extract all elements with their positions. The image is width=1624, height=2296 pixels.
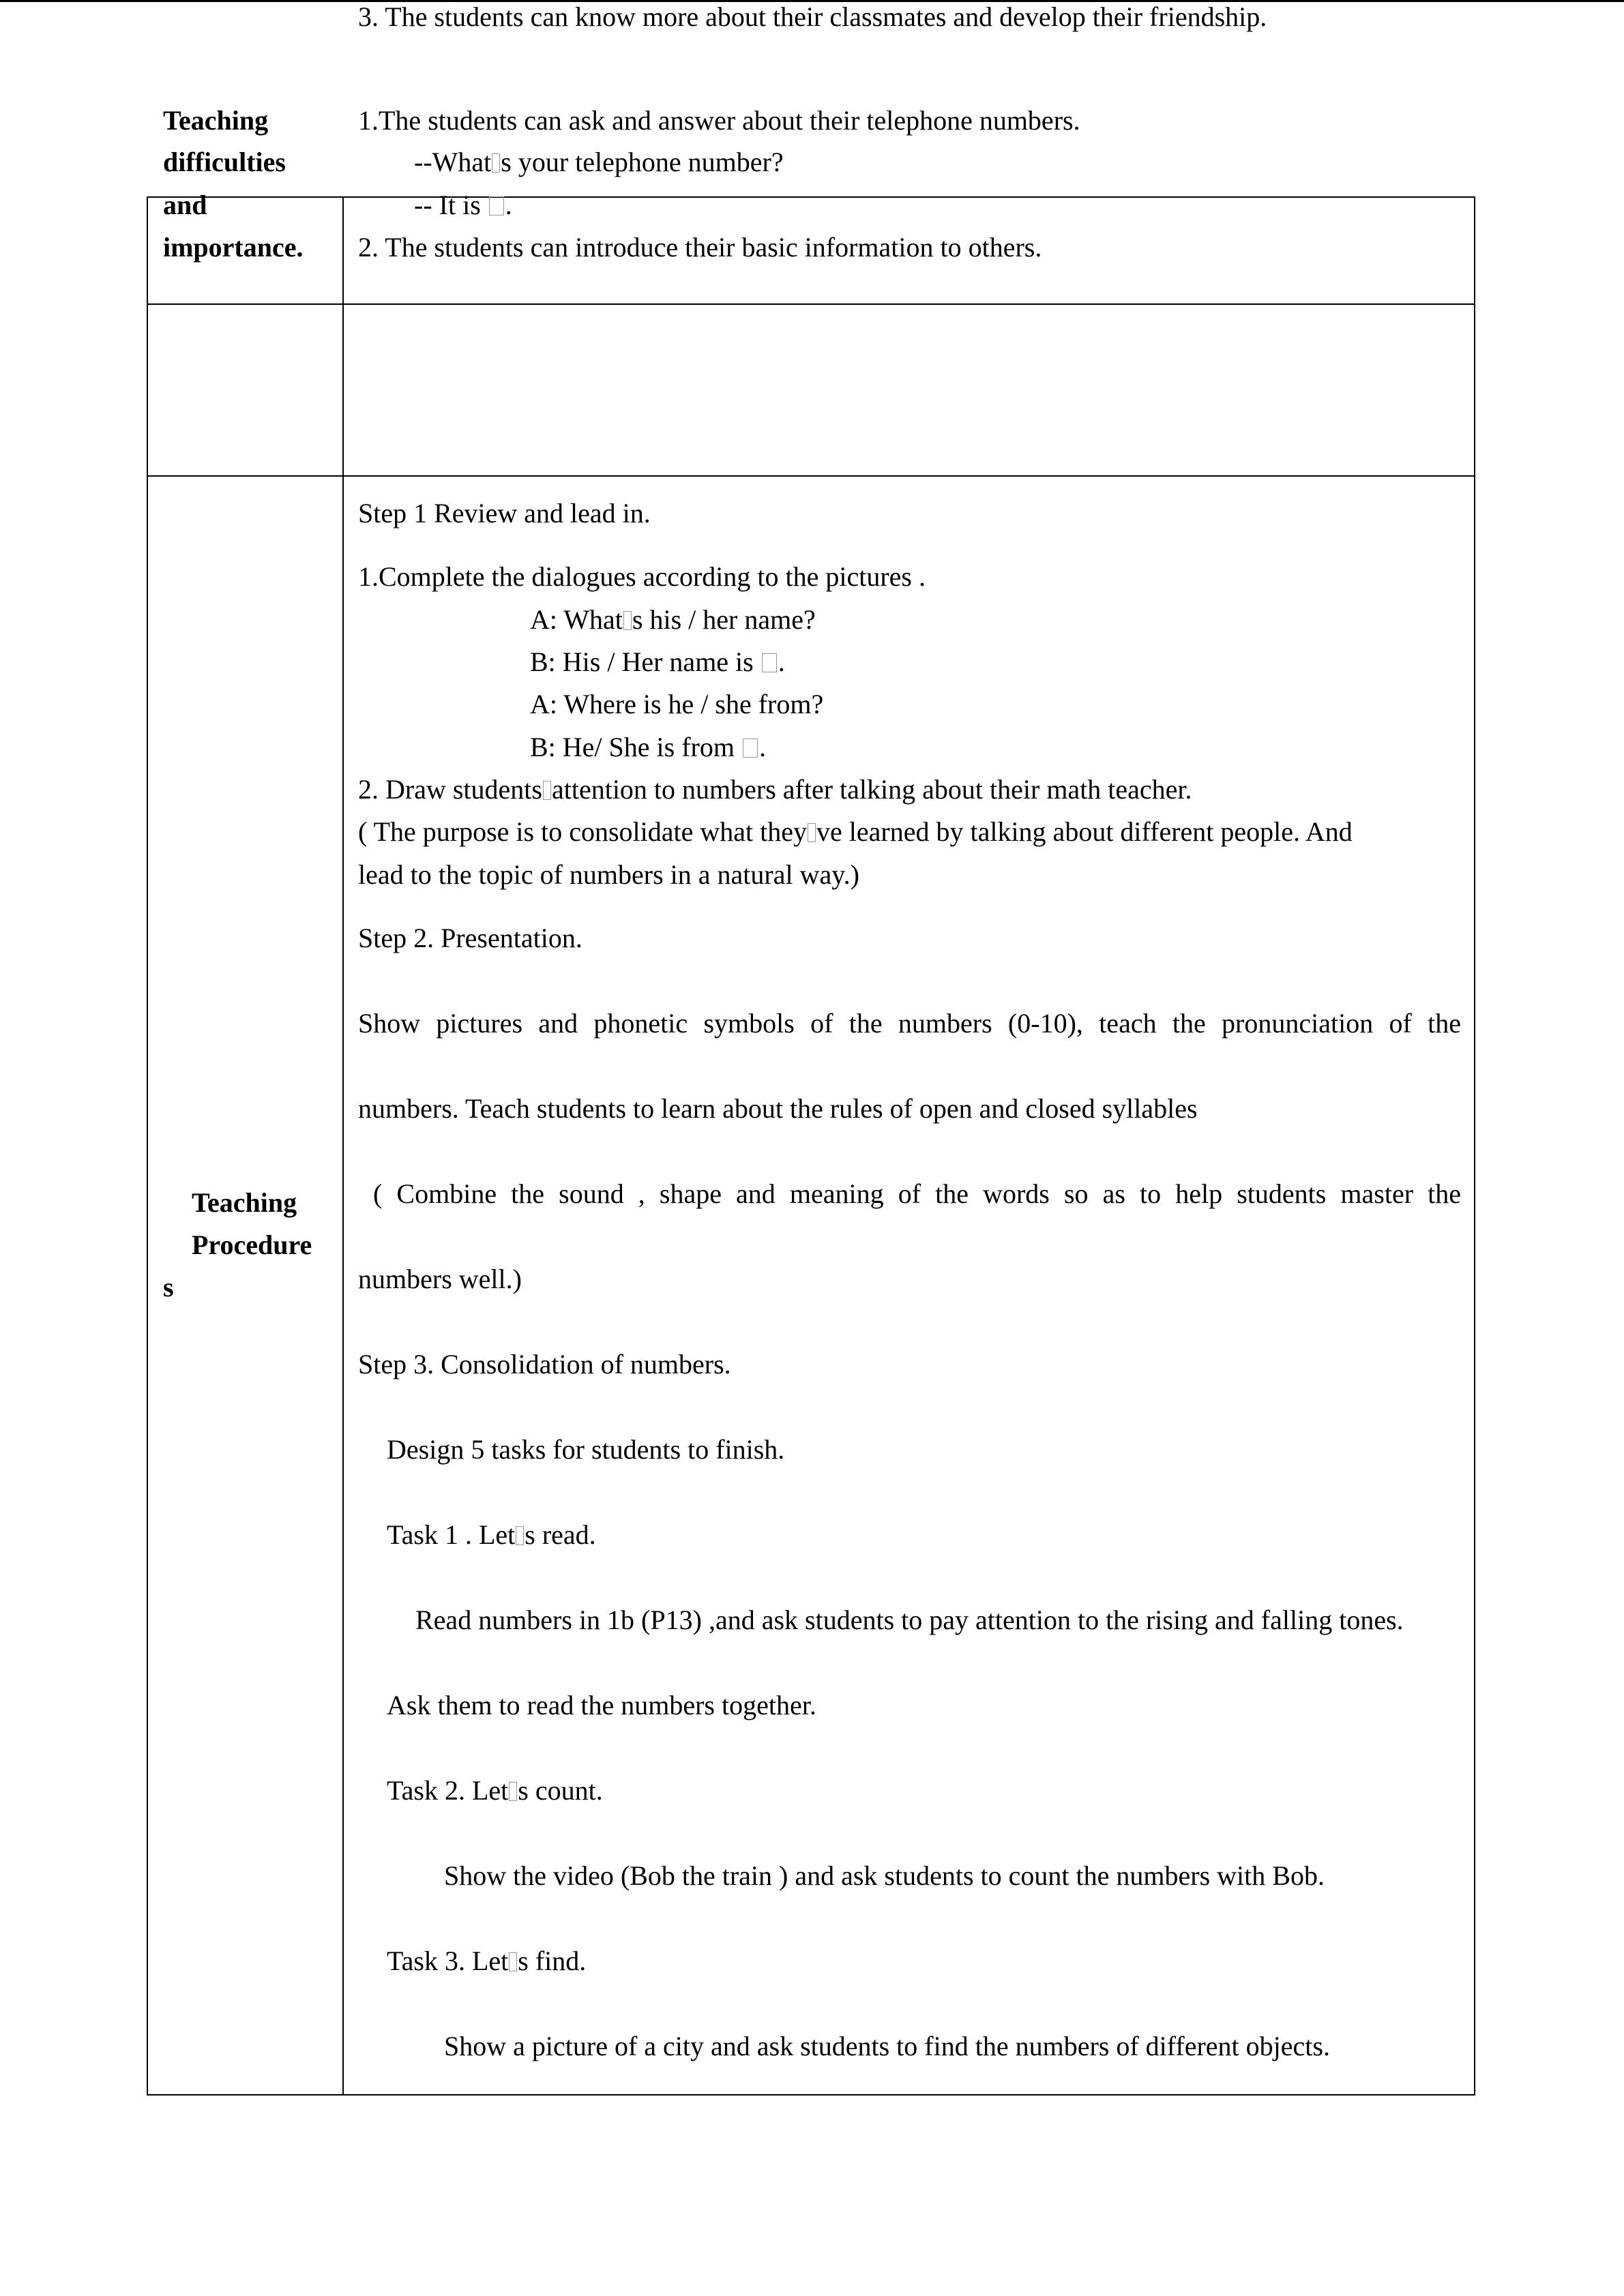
step-1-item-2: 2. Draw students attention to numbers after talking about their math teacher. [358, 774, 1192, 805]
step-2-line: numbers well.) [358, 1264, 522, 1294]
label-line: Procedure [192, 1229, 312, 1260]
difficulty-item-1: 1.The students can ask and answer about their telephone numbers. [358, 105, 1080, 136]
row-label-cell [147, 105, 343, 476]
step-2-line: ( Combine the sound , shape and meaning of the words so as to help students master the [373, 1178, 1461, 1209]
label-line: importance. [163, 232, 304, 263]
row-content-cell [343, 105, 1475, 476]
difficulty-item-2: 2. The students can introduce their basic information to others. [358, 232, 1042, 263]
lesson-plan-table [147, 1, 1475, 2096]
dialogue-line: A: Where is he / she from? [530, 689, 824, 719]
task-1-title: Task 1 . Let s read. [387, 1519, 596, 1550]
table-row-procedures [147, 476, 1475, 2095]
step-3-intro: Design 5 tasks for students to finish. [387, 1434, 785, 1465]
task-2-detail: Show the video (Bob the train ) and ask students to count the numbers with Bob. [444, 1860, 1325, 1891]
task-2-title: Task 2. Let s count. [387, 1775, 603, 1806]
missing-glyph-icon [516, 1526, 524, 1545]
task-3-detail: Show a picture of a city and ask students to find the numbers of different objects. [444, 2031, 1330, 2061]
label-line: Teaching [163, 105, 269, 136]
difficulty-question: --What s your telephone number? [414, 147, 784, 177]
label-line: s [163, 1272, 174, 1302]
label-line: and [163, 190, 207, 220]
step-1-title: Step 1 Review and lead in. [358, 498, 651, 528]
table-row-difficulties [147, 304, 1475, 476]
blank-box-icon [762, 653, 777, 672]
step-2-title: Step 2. Presentation. [358, 923, 582, 953]
missing-glyph-icon [623, 611, 632, 630]
row-content-cell [343, 476, 1475, 2095]
dialogue-line: B: His / Her name is . [530, 646, 785, 677]
blank-box-icon [489, 196, 504, 215]
missing-glyph-icon [492, 153, 500, 173]
step-1-purpose-line: ( The purpose is to consolidate what they ve learned by talking about different people. And [358, 816, 1353, 847]
step-2-line: numbers. Teach students to learn about the rules of open and closed syllables [358, 1093, 1198, 1124]
step-3-title: Step 3. Consolidation of numbers. [358, 1349, 731, 1380]
missing-glyph-icon [509, 1782, 517, 1801]
goal-item-3: 3. The students can know more about their classmates and develop their friendship. [358, 1, 1267, 32]
step-1-purpose-line: lead to the topic of numbers in a natural way.) [358, 859, 859, 890]
task-3-title: Task 3. Let s find. [387, 1945, 587, 1976]
step-1-item-1: 1.Complete the dialogues according to the pictures . [358, 561, 926, 592]
missing-glyph-icon [543, 781, 551, 800]
missing-glyph-icon [509, 1952, 517, 1971]
task-1-detail: Read numbers in 1b (P13) ,and ask students to pay attention to the rising and falling tones. [415, 1605, 1404, 1635]
task-1-detail: Ask them to read the numbers together. [387, 1690, 816, 1720]
label-line: Teaching [192, 1187, 297, 1218]
blank-box-icon [743, 739, 758, 758]
dialogue-line: B: He/ She is from . [530, 732, 766, 762]
dialogue-line: A: What s his / her name? [530, 604, 816, 635]
label-line: difficulties [163, 147, 286, 177]
row-label-cell [147, 476, 343, 2095]
difficulty-answer: -- It is . [414, 190, 512, 220]
step-2-line: Show pictures and phonetic symbols of the numbers (0-10), teach the pronunciation of the [358, 1008, 1461, 1039]
missing-glyph-icon [808, 823, 816, 842]
